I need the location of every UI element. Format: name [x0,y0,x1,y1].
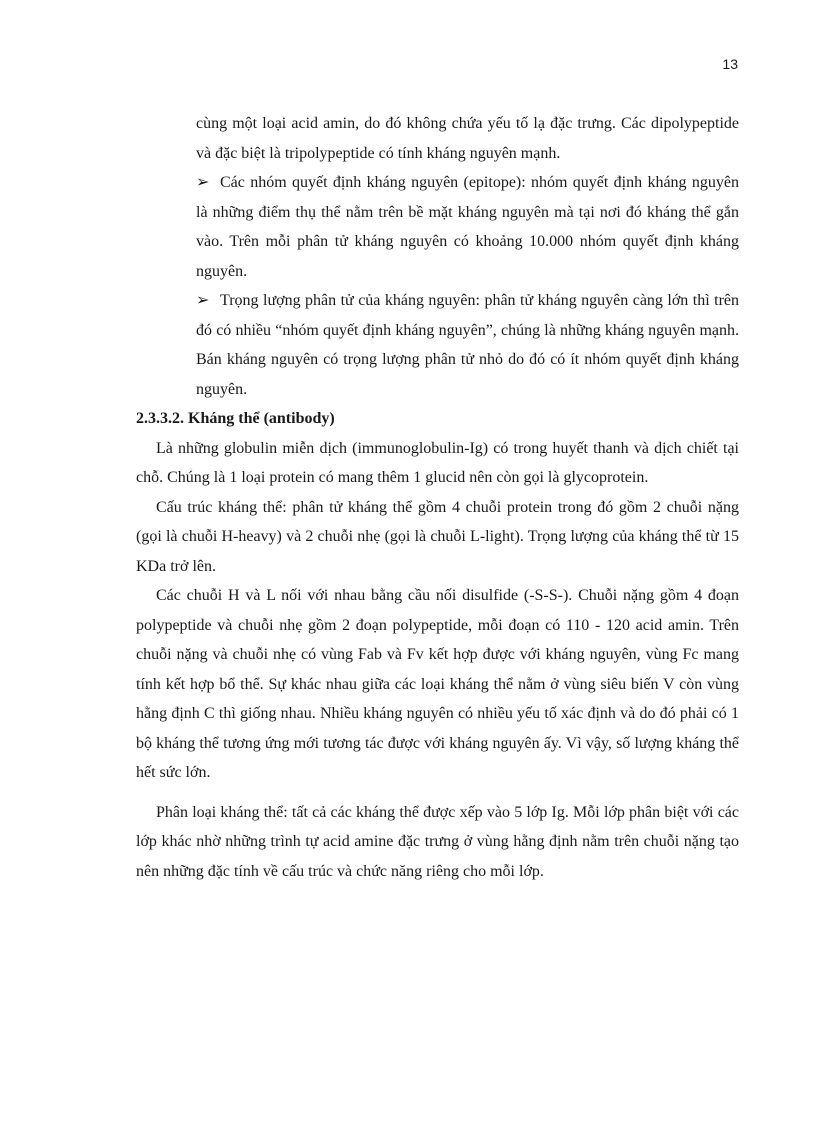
list-continuation-text: cùng một loại acid amin, do đó không chứa yếu tố lạ đặc trưng. Các dipolypeptide và đặc biệt là tripolypeptide có tính kháng nguyên mạnh. [196,115,739,162]
document-body [136,109,739,886]
list-item [196,286,739,404]
arrow-bullet-icon: ➢ [196,174,210,191]
classification-paragraph: Phân loại kháng thể: tất cả các kháng thể được xếp vào 5 lớp Ig. Mỗi lớp phân biệt với các lớp khác nhờ những trình tự acid amine đặc trưng ở vùng hằng định nằm trên chuỗi nặng tạo nên những đặc tính về cấu trúc và chức năng riêng cho mỗi lớp. [136,803,739,880]
list-item-text: Các nhóm quyết định kháng nguyên (epitope): nhóm quyết định kháng nguyên là những điểm thụ thể nằm trên bề mặt kháng nguyên mà tại nơi đó kháng thể gắn vào. Trên mỗi phân tử kháng nguyên có khoảng 10.000 nhóm quyết định kháng nguyên. [196,174,739,280]
list-item [196,168,739,286]
paragraph-spacer [136,788,739,798]
bullet-list-section [136,109,739,404]
arrow-bullet-icon: ➢ [196,292,210,309]
paragraph: Các chuỗi H và L nối với nhau bằng cầu nối disulfide (-S-S-). Chuỗi nặng gồm 4 đoạn polypeptide và chuỗi nhẹ gồm 2 đoạn polypeptide, mỗi đoạn có 110 - 120 acid amin. Trên chuỗi nặng và chuỗi nhẹ có vùng Fab và Fv kết hợp được với kháng nguyên, vùng Fc mang tính kết hợp bổ thể. Sự khác nhau giữa các loại kháng thể nằm ở vùng siêu biến V còn vùng hằng định C thì giống nhau. Nhiều kháng nguyên có nhiều yếu tố xác định và do đó phải có 1 bộ kháng thể tương ứng mới tương tác được với kháng nguyên ấy. Vì vậy, số lượng kháng thể hết sức lớn. [136,587,739,781]
section-heading: 2.3.3.2. Kháng thể (antibody) [136,410,335,427]
paragraph: Là những globulin miễn dịch (immunoglobulin-Ig) có trong huyết thanh và dịch chiết tại chỗ. Chúng là 1 loại protein có mang thêm 1 glucid nên còn gọi là glycoprotein. [136,439,739,486]
paragraph: Cấu trúc kháng thể: phân tử kháng thể gồm 4 chuỗi protein trong đó gồm 2 chuỗi nặng (gọi là chuỗi H-heavy) và 2 chuỗi nhẹ (gọi là chuỗi L-light). Trọng lượng của kháng thể từ 15 KDa trở lên. [136,498,739,575]
list-item-text: Trọng lượng phân tử của kháng nguyên: phân tử kháng nguyên càng lớn thì trên đó có nhiều “nhóm quyết định kháng nguyên”, chúng là những kháng nguyên mạnh. Bán kháng nguyên có trọng lượng phân tử nhỏ do đó có ít nhóm quyết định kháng nguyên. [196,292,739,398]
page-number: 13 [722,56,738,72]
